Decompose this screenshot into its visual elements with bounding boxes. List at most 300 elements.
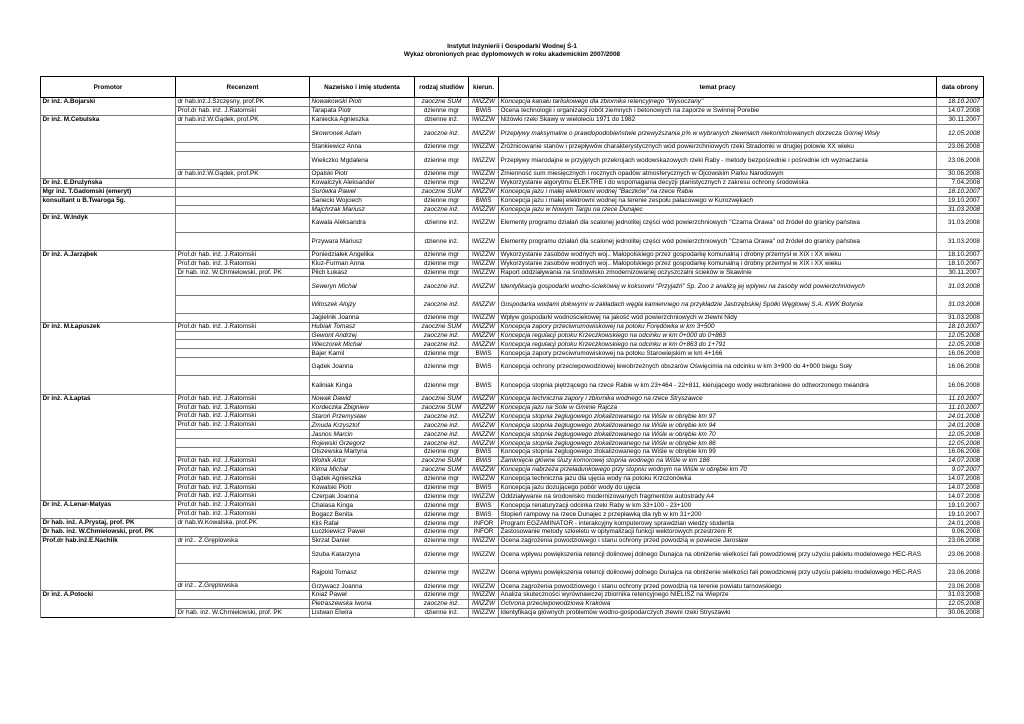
data-cell: 18.10.2007 <box>937 98 984 107</box>
student-cell: Gewont Andrzej <box>310 331 415 340</box>
data-cell: 31.03.2008 <box>937 232 984 250</box>
recenzent-cell: dr hab.W.Kowalska, prof.PK <box>176 519 310 528</box>
table-row <box>41 501 984 510</box>
student-cell: Wieczorek Michał <box>310 340 415 349</box>
data-cell: 19.10.2007 <box>937 510 984 519</box>
rodzaj-cell: zaoczne inż. <box>415 205 469 214</box>
recenzent-cell <box>176 430 310 439</box>
kierunek-cell: BWiS <box>469 483 499 492</box>
temat-cell: Koncepcja stopnia żeglugowego zlokalizowanego na Wiśle w obrębie km 86 <box>499 439 937 448</box>
promotor-cell <box>41 376 176 394</box>
table-row <box>41 349 984 358</box>
kierunek-cell: IWiZZW <box>469 608 499 617</box>
promotor-cell <box>41 483 176 492</box>
recenzent-cell: Prof.dr hab. inż. J.Ratomski <box>176 106 310 115</box>
data-cell: 11.10.2007 <box>937 403 984 412</box>
recenzent-cell <box>176 358 310 376</box>
rodzaj-cell: zaoczne inż. <box>415 124 469 142</box>
kierunek-cell: INFOR <box>469 519 499 528</box>
rodzaj-cell: dzienne mgr <box>415 259 469 268</box>
kierunek-cell: IWiZZW <box>469 142 499 151</box>
promotor-cell <box>41 430 176 439</box>
promotor-cell <box>41 358 176 376</box>
recenzent-cell: Prof.dr hab. inż. J.Ratomski <box>176 394 310 403</box>
student-cell: Gądek Agnieszka <box>310 474 415 483</box>
table-row <box>41 358 984 376</box>
data-cell: 14.07.2008 <box>937 492 984 501</box>
table-row <box>41 142 984 151</box>
kierunek-cell: BWiS <box>469 456 499 465</box>
student-cell: Hubiak Tomasz <box>310 322 415 331</box>
recenzent-cell: Prof.dr hab. inż. J.Ratomski <box>176 412 310 421</box>
temat-cell: Koncepcja jazu dozującego pobór wody do ujęcia <box>499 483 937 492</box>
promotor-cell: Mgr inż. T.Gadomski (emeryt) <box>41 187 176 196</box>
table-row <box>41 313 984 322</box>
promotor-cell <box>41 349 176 358</box>
rodzaj-cell: dzienne mgr <box>415 447 469 456</box>
recenzent-cell <box>176 331 310 340</box>
rodzaj-cell: zaoczne SUM <box>415 456 469 465</box>
data-cell: 30.11.2007 <box>937 115 984 124</box>
recenzent-cell: Prof.dr hab. inż. J.Ratomski <box>176 465 310 474</box>
data-cell: 16.06.2008 <box>937 376 984 394</box>
kierunek-cell: IWiZZW <box>469 430 499 439</box>
student-cell: Listwan Elwira <box>310 608 415 617</box>
temat-cell: Identyfikacja głównych problemów wodno-gospodarczych zlewni rzeki Stryszawki <box>499 608 937 617</box>
recenzent-cell <box>176 591 310 600</box>
data-cell: 31.03.2008 <box>937 591 984 600</box>
data-cell: 16.06.2008 <box>937 358 984 376</box>
promotor-cell <box>41 259 176 268</box>
table-row <box>41 322 984 331</box>
kierunek-cell: IWiZZW <box>469 322 499 331</box>
kierunek-cell: IWiZZW <box>469 151 499 169</box>
temat-cell: Koncepcja jazu na Sole w Gminie Rajcza <box>499 403 937 412</box>
temat-cell: Gospodarka wodami dołowymi w zakładach węgla kamiennego na przykładzie Jastrzębskiej Spółki Węglowej S.A. KWK Botynia <box>499 295 937 313</box>
student-cell: Zmuda Krzysztof <box>310 421 415 430</box>
table-row <box>41 277 984 295</box>
data-cell: 23.06.2008 <box>937 582 984 591</box>
kierunek-cell: IWiZZW <box>469 115 499 124</box>
student-cell: Jasnos Marcin <box>310 430 415 439</box>
kierunek-cell: IWiZZW <box>469 439 499 448</box>
recenzent-cell <box>176 447 310 456</box>
student-cell: Tarapata Piotr <box>310 106 415 115</box>
recenzent-cell: dr inż.. Z.Gręplowska <box>176 536 310 545</box>
table-row <box>41 151 984 169</box>
temat-cell: Koncepcja zapory przeciwrumowiskowej na potoku Starowiejskim w km 4+166 <box>499 349 937 358</box>
kierunek-cell: IWiZZW <box>469 331 499 340</box>
kierunek-cell: BWiS <box>469 510 499 519</box>
rodzaj-cell: dzienne inż. <box>415 115 469 124</box>
table-row <box>41 214 984 232</box>
table-row <box>41 447 984 456</box>
recenzent-cell: Dr hab. inż. W.Chmielowski, prof. PK <box>176 268 310 277</box>
rodzaj-cell: dzienne mgr <box>415 492 469 501</box>
kierunek-cell: IWiZZW <box>469 412 499 421</box>
recenzent-cell: Prof.dr hab. inż. J.Ratomski <box>176 456 310 465</box>
promotor-cell <box>41 340 176 349</box>
student-cell: Kniaź Paweł <box>310 591 415 600</box>
student-cell: Kawala Aleksandra <box>310 214 415 232</box>
rodzaj-cell: zaoczne inż. <box>415 331 469 340</box>
table-row <box>41 187 984 196</box>
table-row <box>41 483 984 492</box>
temat-cell: Elementy programu działań dla scalonej jednolitej części wód powierzchniowych "Czarna Orawa" od źródeł do granicy państwa <box>499 214 937 232</box>
rodzaj-cell: dzienne mgr <box>415 510 469 519</box>
student-cell: Poniedziałek Angelika <box>310 250 415 259</box>
data-cell: 18.10.2007 <box>937 187 984 196</box>
promotor-cell <box>41 563 176 581</box>
promotor-cell: Dr inż. M.Cebulska <box>41 115 176 124</box>
data-cell: 23.06.2008 <box>937 151 984 169</box>
promotor-cell <box>41 510 176 519</box>
promotor-cell: konsultant u B.Twaroga 5g. <box>41 196 176 205</box>
recenzent-cell <box>176 277 310 295</box>
promotor-cell: Dr inż. A.Bojarski <box>41 98 176 107</box>
data-cell: 24.01.2008 <box>937 519 984 528</box>
recenzent-cell <box>176 232 310 250</box>
promotor-cell <box>41 331 176 340</box>
recenzent-cell <box>176 205 310 214</box>
recenzent-cell: Prof.dr hab. inż. J.Ratomski <box>176 510 310 519</box>
promotor-cell <box>41 151 176 169</box>
table-row <box>41 492 984 501</box>
table-row <box>41 528 984 537</box>
recenzent-cell: Prof.dr hab. inż. J.Ratomski <box>176 259 310 268</box>
temat-cell: Koncepcja jazu i małej elektrowni wodnej na terenie zespołu pałacowego w Kurozwękach <box>499 196 937 205</box>
rodzaj-cell: dzienne mgr <box>415 268 469 277</box>
temat-cell: Wpływ gospodarki wodnościekowej na jakość wód powierzchniowych w zlewni Nidy <box>499 313 937 322</box>
student-cell: Kaniecka Agnieszka <box>310 115 415 124</box>
kierunek-cell: IWiZZW <box>469 465 499 474</box>
rodzaj-cell: zaoczne inż. <box>415 599 469 608</box>
student-cell: Gądek Joanna <box>310 358 415 376</box>
document-title: Instytut Inżynierii i Gospodarki Wodnej Ś-1 <box>447 43 577 50</box>
data-cell: 31.03.2008 <box>937 277 984 295</box>
table-row <box>41 331 984 340</box>
student-cell: Pietraszewska Iwona <box>310 599 415 608</box>
table-row <box>41 205 984 214</box>
student-cell: Staroń Przemysław <box>310 412 415 421</box>
rodzaj-cell: dzienne mgr <box>415 169 469 178</box>
data-cell: 12.05.2008 <box>937 340 984 349</box>
kierunek-cell: IWiZZW <box>469 545 499 563</box>
rodzaj-cell: zaoczne inż. <box>415 439 469 448</box>
temat-cell: Zmienność sum miesięcznych i rocznych opadów atmosferycznych w Ojcowskim Parku Narodowym <box>499 169 937 178</box>
temat-cell: Ochrona przeciwpowodziowa Krakowa <box>499 599 937 608</box>
kierunek-cell: IWiZZW <box>469 169 499 178</box>
rodzaj-cell: zaoczne inż. <box>415 295 469 313</box>
kierunek-cell: IWiZZW <box>469 591 499 600</box>
student-cell: Chalasa Kinga <box>310 501 415 510</box>
kierunek-cell: IWiZZW <box>469 599 499 608</box>
data-cell: 9.06.2008 <box>937 528 984 537</box>
student-cell: Kowalczyk Aleksander <box>310 178 415 187</box>
table-body <box>41 98 984 618</box>
kierunek-cell: BWiS <box>469 349 499 358</box>
promotor-cell: Dr inż. A.Lenar-Matyas <box>41 501 176 510</box>
promotor-cell <box>41 456 176 465</box>
rodzaj-cell: dzienne mgr <box>415 196 469 205</box>
recenzent-cell <box>176 187 310 196</box>
recenzent-cell <box>176 349 310 358</box>
recenzent-cell: dr inż.. Z.Gręplowska <box>176 582 310 591</box>
student-cell: Kliś Rafał <box>310 519 415 528</box>
table-row <box>41 439 984 448</box>
temat-cell: Koncepcja jazu i małej elektrowni wodnej "Baczków" na rzece Rabie <box>499 187 937 196</box>
promotor-cell: Dr hab. inż. W.Chmielowski, prof. PK <box>41 528 176 537</box>
kierunek-cell: BWiS <box>469 447 499 456</box>
recenzent-cell <box>176 599 310 608</box>
promotor-cell <box>41 439 176 448</box>
student-cell: Nowakowski Piotr <box>310 98 415 107</box>
kierunek-cell: IWiZZW <box>469 268 499 277</box>
kierunek-cell: IWiZZW <box>469 563 499 581</box>
promotor-cell: Prof.dr hab.inż.E.Nachlik <box>41 536 176 545</box>
table-row <box>41 295 984 313</box>
table-row <box>41 376 984 394</box>
promotor-cell <box>41 106 176 115</box>
data-cell: 12.05.2008 <box>937 430 984 439</box>
student-cell: Kordeczka Zbigniew <box>310 403 415 412</box>
student-cell: Klima Michał <box>310 465 415 474</box>
promotor-cell <box>41 313 176 322</box>
kierunek-cell: IWiZZW <box>469 403 499 412</box>
promotor-cell <box>41 277 176 295</box>
kierunek-cell: IWiZZW <box>469 582 499 591</box>
temat-cell: Koncepcja stopnia żeglugowego zlokalizowanego na Wiśle w obrębie km 99 <box>499 447 937 456</box>
data-cell: 12.05.2008 <box>937 331 984 340</box>
recenzent-cell: Prof.dr hab. inż. J.Ratomski <box>176 421 310 430</box>
kierunek-cell: BWiS <box>469 501 499 510</box>
promotor-cell <box>41 599 176 608</box>
col-header-student: Nazwisko i imię studenta <box>310 77 415 98</box>
kierunek-cell: IWiZZW <box>469 492 499 501</box>
rodzaj-cell: zaoczne SUM <box>415 394 469 403</box>
promotor-cell <box>41 492 176 501</box>
kierunek-cell: BWiS <box>469 196 499 205</box>
table-row <box>41 519 984 528</box>
kierunek-cell: BWiS <box>469 106 499 115</box>
kierunek-cell: IWiZZW <box>469 313 499 322</box>
temat-cell: Oddziaływanie na środowisko modernizowanych fragmentów autostrady A4 <box>499 492 937 501</box>
promotor-cell <box>41 545 176 563</box>
recenzent-cell: dr hab.inż.J.Szczęsny, prof.PK <box>176 98 310 107</box>
table-row <box>41 412 984 421</box>
student-cell: Nowak Dawid <box>310 394 415 403</box>
rodzaj-cell: dzienne mgr <box>415 536 469 545</box>
rodzaj-cell: zaoczne SUM <box>415 187 469 196</box>
data-cell: 23.06.2008 <box>937 536 984 545</box>
rodzaj-cell: dzienne inż. <box>415 214 469 232</box>
promotor-cell <box>41 295 176 313</box>
document-subtitle: Wykaz obronionych prac dyplomowych w roku akademickim 2007/2008 <box>403 51 621 58</box>
table-row <box>41 465 984 474</box>
temat-cell: Zastosowanie metody szkieletu w optymalizacji funkcji wektorowych przestrzeni R <box>499 528 937 537</box>
col-header-kierunek: kierun. <box>469 77 499 98</box>
promotor-cell <box>41 582 176 591</box>
temat-cell: Program EGZAMINATOR - interakcyjny komputerowy sprawdzian wiedzy studenta <box>499 519 937 528</box>
temat-cell: Koncepcja stopnia żeglugowego zlokalizowanego na Wiśle w obrębie km 97 <box>499 412 937 421</box>
temat-cell: Identyfikacja gospodarki wodno-ściekowej w koksowni "Przyjaźń" Sp. Zoo z analizą jej wpływu na zasoby wód powierzchniowych <box>499 277 937 295</box>
rodzaj-cell: dzienne mgr <box>415 142 469 151</box>
data-cell: 14.07.2008 <box>937 106 984 115</box>
recenzent-cell <box>176 124 310 142</box>
student-cell: Seweryn Michał <box>310 277 415 295</box>
promotor-cell <box>41 205 176 214</box>
table-row <box>41 582 984 591</box>
table-row <box>41 608 984 617</box>
temat-cell: Koncepcja stopnia żeglugowego zlokalizowanego na Wiśle w obrębie km 70 <box>499 430 937 439</box>
promotor-cell: Dr inż. M.Łapuszek <box>41 322 176 331</box>
student-cell: Wieliczko Mgdalena <box>310 151 415 169</box>
rodzaj-cell: zaoczne SUM <box>415 322 469 331</box>
data-cell: 23.06.2008 <box>937 545 984 563</box>
recenzent-cell <box>176 545 310 563</box>
temat-cell: Ocena wpływu powiększenia retencji dolinowej dolnego Dunajca na obniżenie wielkości fali powodziowej przy użyciu pakietu modelowego HEC-RAS <box>499 563 937 581</box>
table-row <box>41 545 984 563</box>
recenzent-cell: Prof.dr hab. inż. J.Ratomski <box>176 403 310 412</box>
student-cell: Sanecki Wojciech <box>310 196 415 205</box>
temat-cell: Koncepcja jazu w Nowym Targu na rzece Dunajec <box>499 205 937 214</box>
data-cell: 30.06.2008 <box>937 169 984 178</box>
kierunek-cell: IWiZZW <box>469 98 499 107</box>
rodzaj-cell: dzienne mgr <box>415 528 469 537</box>
data-cell: 9.07.2007 <box>937 465 984 474</box>
kierunek-cell: BWiS <box>469 358 499 376</box>
kierunek-cell: IWiZZW <box>469 536 499 545</box>
student-cell: Rojewski Grzegorz <box>310 439 415 448</box>
table-row <box>41 259 984 268</box>
rodzaj-cell: zaoczne inż. <box>415 430 469 439</box>
data-cell: 24.01.2008 <box>937 412 984 421</box>
student-cell: Kowalski Piotr <box>310 483 415 492</box>
recenzent-cell <box>176 151 310 169</box>
promotor-cell <box>41 124 176 142</box>
data-cell: 31.03.2008 <box>937 214 984 232</box>
rodzaj-cell: zaoczne inż. <box>415 340 469 349</box>
data-cell: 12.05.2008 <box>937 439 984 448</box>
table-row <box>41 421 984 430</box>
col-header-data: data obrony <box>937 77 984 98</box>
student-cell: Wolnik Artur <box>310 456 415 465</box>
promotor-cell: Dr inż. A.Łaptaś <box>41 394 176 403</box>
recenzent-cell: Prof.dr hab. inż. J.Ratomski <box>176 474 310 483</box>
student-cell: Surówka Paweł <box>310 187 415 196</box>
promotor-cell: Dr inż. A.Jarząbek <box>41 250 176 259</box>
promotor-cell <box>41 412 176 421</box>
temat-cell: Stopień rampowy na rzece Dunajec z przepławką dla ryb w km 31+200 <box>499 510 937 519</box>
student-cell: Skrzat Daniel <box>310 536 415 545</box>
recenzent-cell: Prof.dr hab. inż. J.Ratomski <box>176 492 310 501</box>
temat-cell: Ocena technologii i organizacji robót ziemnych i betonowych na zaporze w Świnnej Porebie <box>499 106 937 115</box>
recenzent-cell: Prof.dr hab. inż. J.Ratomski <box>176 483 310 492</box>
promotor-cell: Dr inż. A.Potocki <box>41 591 176 600</box>
table-row <box>41 599 984 608</box>
student-cell: Majchrzak Mariusz <box>310 205 415 214</box>
data-cell: 14.07.2008 <box>937 483 984 492</box>
data-cell: 11.10.2007 <box>937 394 984 403</box>
rodzaj-cell: dzienne mgr <box>415 250 469 259</box>
table-row <box>41 268 984 277</box>
data-cell: 16.06.2008 <box>937 447 984 456</box>
temat-cell: Koncepcja renaturyzacji odcinka rzeki Raby w km 33+100 - 23+100 <box>499 501 937 510</box>
kierunek-cell: IWiZZW <box>469 232 499 250</box>
data-cell: 14.07.2008 <box>937 474 984 483</box>
rodzaj-cell: dzienne mgr <box>415 376 469 394</box>
promotor-cell <box>41 465 176 474</box>
temat-cell: Wykorzystanie algorytmu ELEKTRE I do wspomagania decyzji planistycznych z zakresu ochrony środowiska <box>499 178 937 187</box>
student-cell: Łuczkiewicz Paweł <box>310 528 415 537</box>
student-cell: Witoszek Alojzy <box>310 295 415 313</box>
temat-cell: Koncepcja regulacji potoku Krzeczkowskiego na odcinku w km 0+863 do 1+791 <box>499 340 937 349</box>
rodzaj-cell: dzienne mgr <box>415 545 469 563</box>
data-cell: 19.10.2007 <box>937 196 984 205</box>
table-row <box>41 115 984 124</box>
student-cell: Opalski Piotr <box>310 169 415 178</box>
table-row <box>41 169 984 178</box>
rodzaj-cell: dzienne mgr <box>415 563 469 581</box>
kierunek-cell: IWiZZW <box>469 295 499 313</box>
data-cell: 18.10.2007 <box>937 259 984 268</box>
table-row <box>41 563 984 581</box>
col-header-recenzent: Recenzent <box>176 77 310 98</box>
student-cell: Jagielnik Joanna <box>310 313 415 322</box>
kierunek-cell: IWiZZW <box>469 277 499 295</box>
promotor-cell <box>41 403 176 412</box>
data-cell: 31.03.2008 <box>937 295 984 313</box>
recenzent-cell <box>176 196 310 205</box>
temat-cell: Koncepcja kanału tarliskowego dla zbiornika retencyjnego "Wysoczany" <box>499 98 937 107</box>
recenzent-cell <box>176 376 310 394</box>
temat-cell: Koncepcja techniczna jazu dla ujęcia wody na potoku Krzczonówka <box>499 474 937 483</box>
temat-cell: Zróżnicowanie stanów i przepływów charakterystycznych wód powierzchniowych rzeki Stradomki w drugiej polowie XX wieku <box>499 142 937 151</box>
temat-cell: Koncepcja stopnia piętrzącego na rzece Rabie w km 23+464 - 22+811, kierującego wody wezbraniowe do odtworzonego meandra <box>499 376 937 394</box>
recenzent-cell <box>176 142 310 151</box>
rodzaj-cell: dzienne mgr <box>415 178 469 187</box>
temat-cell: Raport oddziaływania na środowisko zmodernizowanej oczyszczalni ścieków w Skawinie <box>499 268 937 277</box>
temat-cell: Analiza skuteczności wyrównawczej zbiornika retencyjnego NIELISZ na Wieprze <box>499 591 937 600</box>
kierunek-cell: IWiZZW <box>469 421 499 430</box>
student-cell: Grzywacz Joanna <box>310 582 415 591</box>
temat-cell: Zamknięcie główne śluzy komorowej stopnia wodnego na Wiśle w km 186 <box>499 456 937 465</box>
kierunek-cell: IWiZZW <box>469 394 499 403</box>
recenzent-cell <box>176 214 310 232</box>
rodzaj-cell: dzienne inż. <box>415 232 469 250</box>
data-cell: 31.03.2008 <box>937 205 984 214</box>
kierunek-cell: IWiZZW <box>469 205 499 214</box>
student-cell: Stankiewicz Anna <box>310 142 415 151</box>
temat-cell: Wykorzystanie zasobów wodnych woj.. Małopolskiego przez gospodarkę komunalną i drobny przemysł w XIX i XX wieku <box>499 250 937 259</box>
student-cell: Kluz-Furman Anna <box>310 259 415 268</box>
recenzent-cell: Prof.dr hab. inż. J.Ratomski <box>176 322 310 331</box>
table-row <box>41 510 984 519</box>
student-cell: Bogacz Benita <box>310 510 415 519</box>
temat-cell: Ocena zagrożenia powodziowego i stanu ochrony przed powodzią na terenie powiatu tarnowskiego <box>499 582 937 591</box>
rodzaj-cell: dzienne mgr <box>415 151 469 169</box>
kierunek-cell: IWiZZW <box>469 474 499 483</box>
table-row <box>41 196 984 205</box>
recenzent-cell: dr hab.inż.W.Gądek, prof.PK <box>176 115 310 124</box>
recenzent-cell <box>176 563 310 581</box>
rodzaj-cell: dzienne mgr <box>415 501 469 510</box>
col-header-promotor: Promotor <box>41 77 176 98</box>
student-cell: Bajer Kamil <box>310 349 415 358</box>
recenzent-cell <box>176 439 310 448</box>
rodzaj-cell: dzienne mgr <box>415 582 469 591</box>
table-row <box>41 98 984 107</box>
